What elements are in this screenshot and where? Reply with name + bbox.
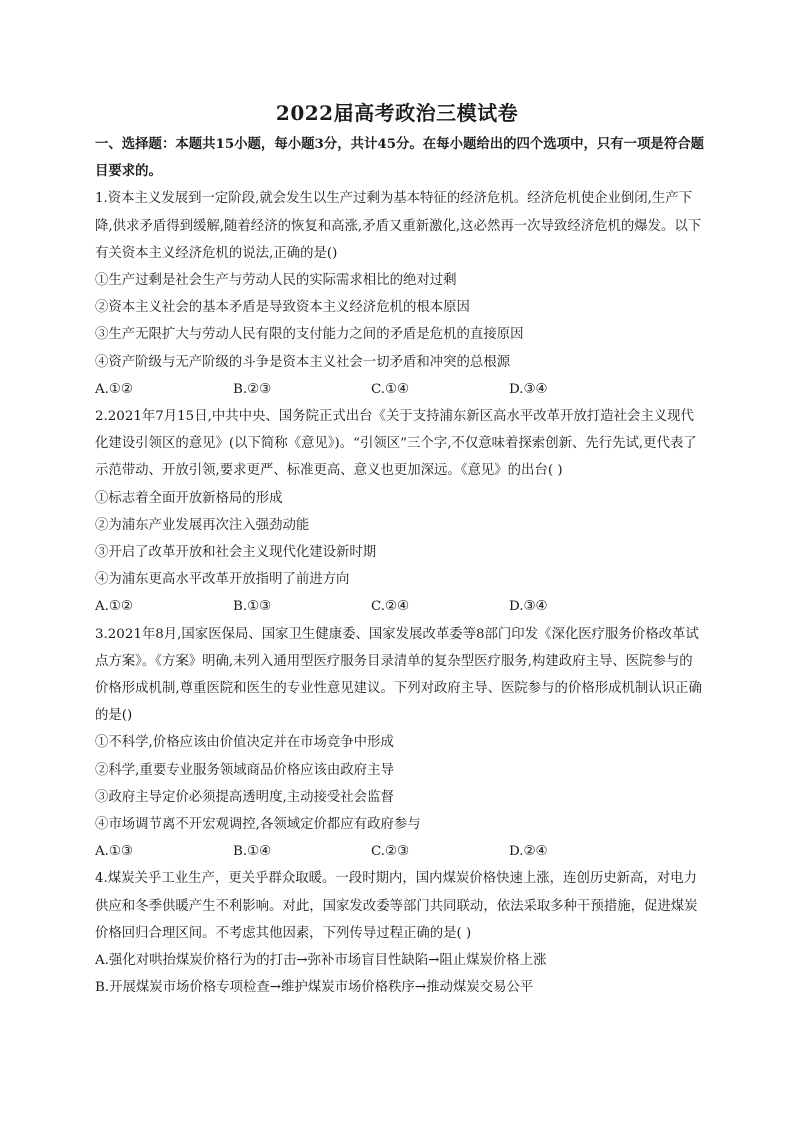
option-d: D.③④ bbox=[509, 381, 548, 397]
question-2 bbox=[95, 403, 705, 621]
statement: ①标志着全面开放新格局的形成 bbox=[95, 490, 283, 506]
question-stem: 2.2021年7月15日,中共中央、国务院正式出台《关于支持浦东新区高水平改革开放打造社会主义现代化建设引领区的意见》(以下简称《意见》)。“引领区”三个字,不仅意味着探索创新、先行先试,更代表了示范带动、开放引领,要求更严、标准更高、意义也更加深远。《意见》的出台( ) bbox=[95, 409, 697, 479]
answer-options bbox=[95, 838, 705, 865]
statement: ②资本主义社会的基本矛盾是导致资本主义经济危机的根本原因 bbox=[95, 300, 470, 316]
statement: ①生产过剩是社会生产与劳动人民的实际需求相比的绝对过剩 bbox=[95, 273, 457, 289]
option-b: B.开展煤炭市场价格专项检查→维护煤炭市场价格秩序→推动煤炭交易公平 bbox=[95, 980, 534, 996]
option-a: A.强化对哄抬煤炭价格行为的打击→弥补市场盲目性缺陷→阻止煤炭价格上涨 bbox=[95, 953, 547, 969]
option-a: A.①② bbox=[95, 381, 133, 397]
statement: ④市场调节离不开宏观调控,各领域定价都应有政府参与 bbox=[95, 817, 421, 833]
statement: ④为浦东更高水平改革开放指明了前进方向 bbox=[95, 572, 350, 588]
statement: ①不科学,价格应该由价值决定并在市场竞争中形成 bbox=[95, 735, 394, 751]
question-4 bbox=[95, 865, 705, 1001]
question-1 bbox=[95, 185, 705, 403]
question-stem: 4.煤炭关乎工业生产，更关乎群众取暖。一段时期内，国内煤炭价格快速上涨，连创历史新高，对电力供应和冬季供暖产生不利影响。对此，国家发改委等部门共同联动，依法采取多种干预措施，促进煤炭价格回归合理区间。不考虑其他因素，下列传导过程正确的是( ) bbox=[95, 871, 698, 941]
question-3 bbox=[95, 621, 705, 866]
option-d: D.③④ bbox=[509, 599, 548, 615]
statement: ③政府主导定价必须提高透明度,主动接受社会监督 bbox=[95, 789, 394, 805]
option-d: D.②④ bbox=[509, 844, 548, 860]
option-b: B.①③ bbox=[233, 599, 272, 615]
statement: ④资产阶级与无产阶级的斗争是资本主义社会一切矛盾和冲突的总根源 bbox=[95, 354, 511, 370]
section-instructions: 一、选择题：本题共15小题，每小题3分，共计45分。在每小题给出的四个选项中，只有一项是符合题目要求的。 bbox=[95, 136, 704, 180]
option-a: A.①③ bbox=[95, 844, 133, 860]
option-c: C.②③ bbox=[371, 844, 410, 860]
option-c: C.②④ bbox=[371, 599, 410, 615]
statement: ②为浦东产业发展再次注入强劲动能 bbox=[95, 517, 310, 533]
statement: ③开启了改革开放和社会主义现代化建设新时期 bbox=[95, 545, 377, 561]
option-a: A.①② bbox=[95, 599, 133, 615]
question-stem: 1.资本主义发展到一定阶段,就会发生以生产过剩为基本特征的经济危机。经济危机使企业倒闭,生产下降,供求矛盾得到缓解,随着经济的恢复和高涨,矛盾又重新激化,这必然再一次导致经济危机的爆发。以下有关资本主义经济危机的说法,正确的是() bbox=[95, 191, 702, 261]
page-title: 2022届高考政治三模试卷 bbox=[275, 101, 519, 125]
exam-content bbox=[95, 131, 705, 1002]
answer-options bbox=[95, 593, 705, 620]
option-b: B.②③ bbox=[233, 381, 272, 397]
question-stem: 3.2021年8月,国家医保局、国家卫生健康委、国家发展改革委等8部门印发《深化医疗服务价格改革试点方案》。《方案》明确,未列入通用型医疗服务目录清单的复杂型医疗服务,构建政府主导、医院参与的价格形成机制,尊重医院和医生的专业性意见建议。下列对政府主导、医院参与的价格形成机制认识正确的是() bbox=[95, 626, 702, 724]
option-b: B.①④ bbox=[233, 844, 272, 860]
option-c: C.①④ bbox=[371, 381, 410, 397]
answer-options bbox=[95, 376, 705, 403]
statement: ②科学,重要专业服务领域商品价格应该由政府主导 bbox=[95, 762, 394, 778]
statement: ③生产无限扩大与劳动人民有限的支付能力之间的矛盾是危机的直接原因 bbox=[95, 327, 524, 343]
